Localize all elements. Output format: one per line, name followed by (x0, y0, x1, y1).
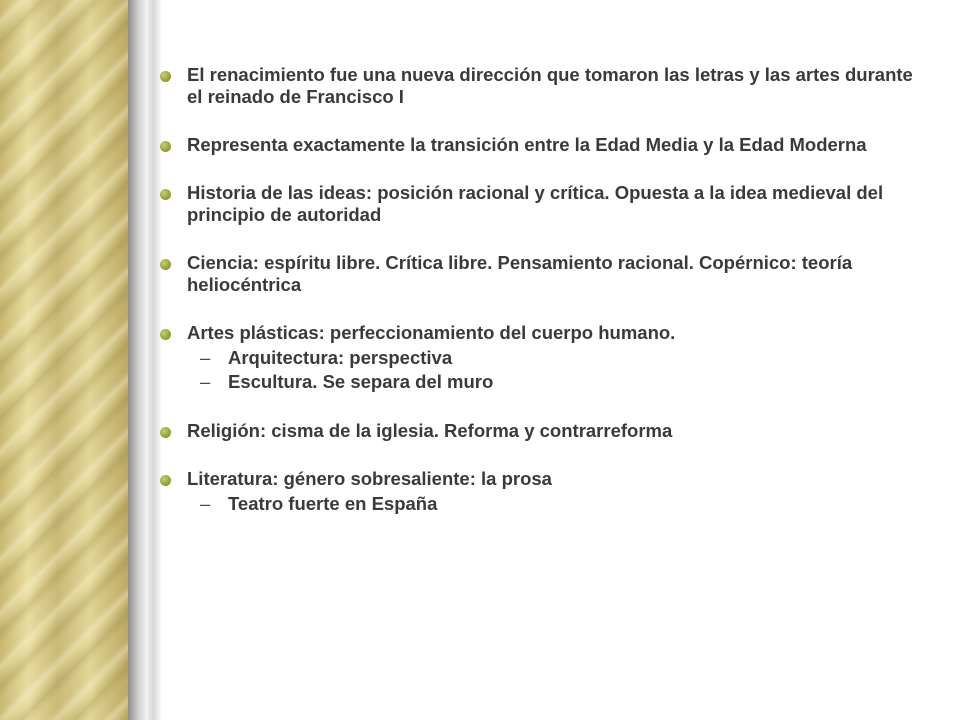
bullet-text: Religión: cisma de la iglesia. Reforma y contrarreforma (187, 420, 673, 441)
sub-bullet-text: Arquitectura: perspectiva (228, 347, 453, 368)
decorative-pillar (128, 0, 162, 720)
bullet-item (160, 252, 920, 296)
bullet-text: Historia de las ideas: posición racional y crítica. Opuesta a la idea medieval del principio de autoridad (187, 182, 884, 225)
bullet-text: El renacimiento fue una nueva dirección que tomaron las letras y las artes durante el reinado de Francisco I (187, 64, 913, 107)
bullet-dot-icon (160, 259, 171, 270)
bullet-item (160, 468, 920, 490)
dash-marker: – (200, 371, 211, 392)
bullet-text: Representa exactamente la transición entre la Edad Media y la Edad Moderna (187, 134, 867, 155)
bullet-item (160, 322, 920, 344)
bullet-item (160, 64, 920, 108)
bullet-dot-icon (160, 189, 171, 200)
bullet-dot-icon (160, 475, 171, 486)
dash-marker: – (200, 493, 211, 514)
bullet-text: Literatura: género sobresaliente: la prosa (187, 468, 552, 489)
bullet-text: Artes plásticas: perfeccionamiento del cuerpo humano. (187, 322, 676, 343)
dash-marker: – (200, 347, 211, 368)
slide-content (160, 64, 920, 516)
bullet-dot-icon (160, 329, 171, 340)
decorative-side-band (0, 0, 128, 720)
sub-bullet-text: Teatro fuerte en España (228, 493, 438, 514)
sub-bullet-item (160, 346, 920, 370)
bullet-dot-icon (160, 427, 171, 438)
bullet-dot-icon (160, 141, 171, 152)
bullet-item (160, 182, 920, 226)
sub-bullet-item (160, 492, 920, 516)
sub-bullet-item (160, 370, 920, 394)
bullet-dot-icon (160, 71, 171, 82)
bullet-text: Ciencia: espíritu libre. Crítica libre. Pensamiento racional. Copérnico: teoría heliocéntrica (187, 252, 853, 295)
sub-bullet-text: Escultura. Se separa del muro (228, 371, 494, 392)
bullet-item (160, 134, 920, 156)
bullet-item (160, 420, 920, 442)
